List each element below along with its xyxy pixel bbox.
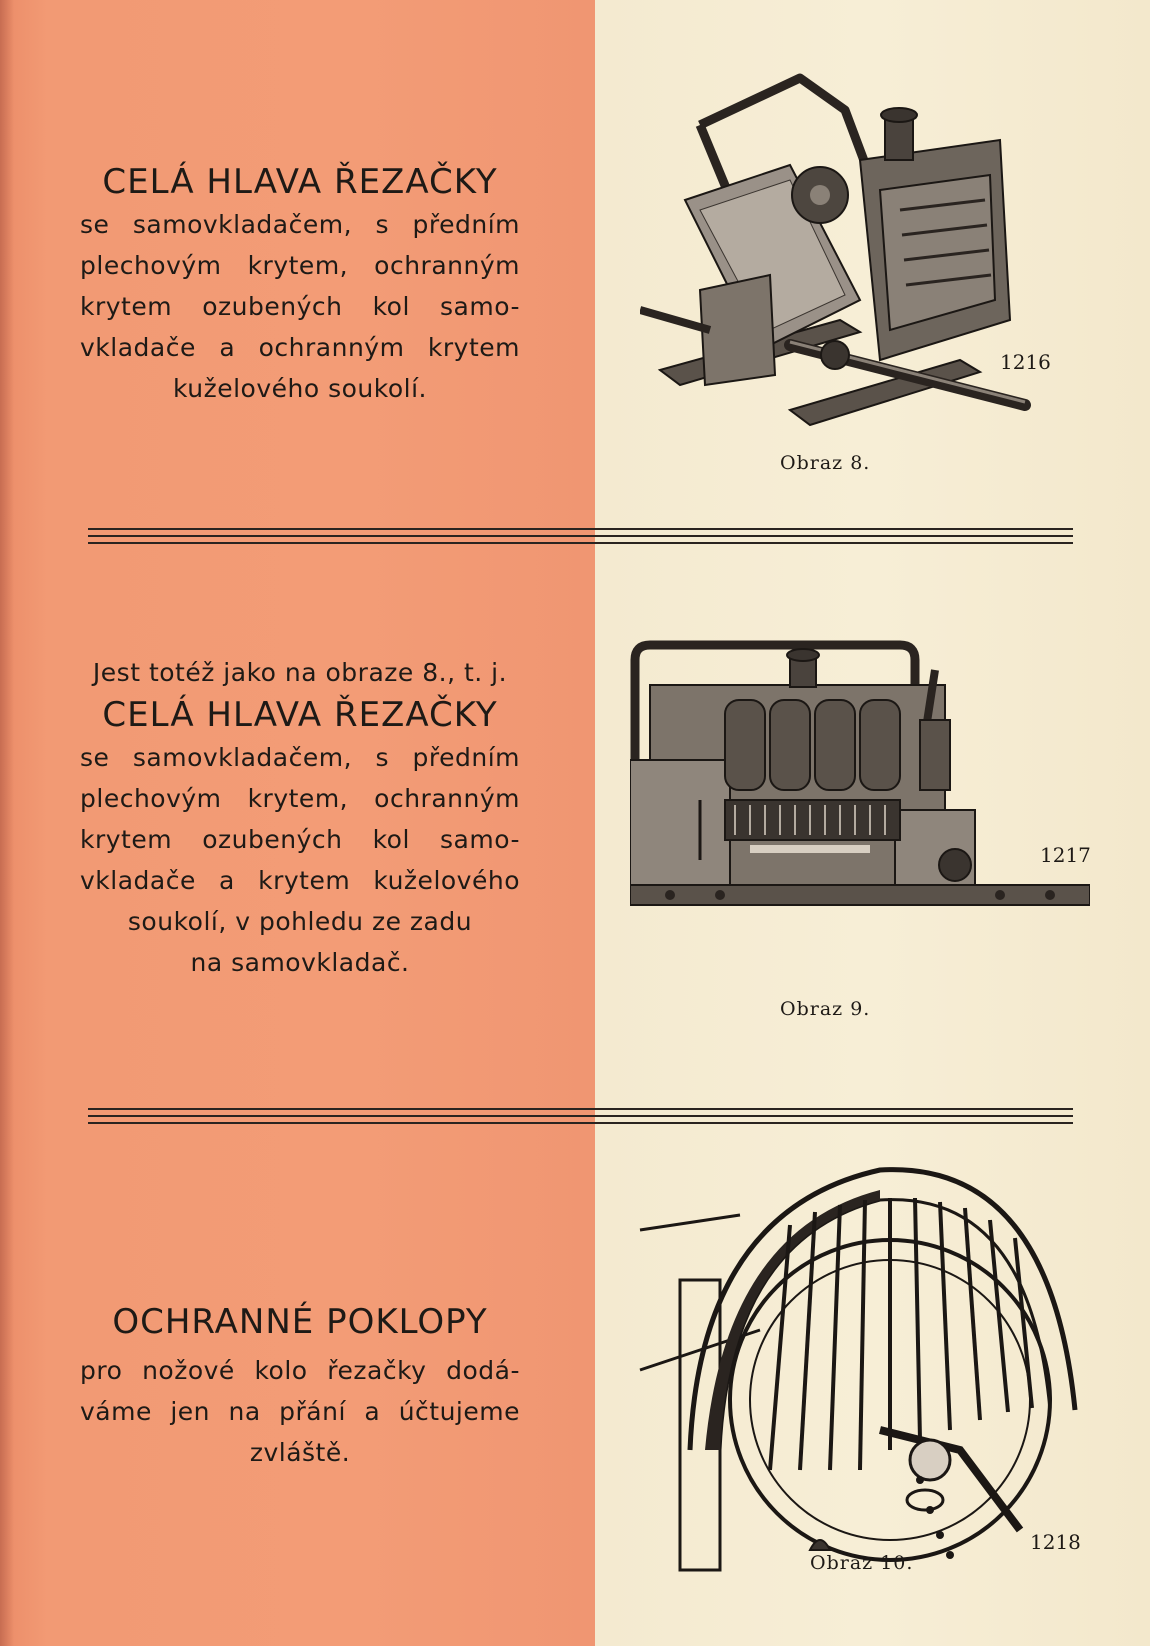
divider-1 [88,528,1073,544]
block1-heading: CELÁ HLAVA ŘEZAČKY [102,162,498,202]
figure-8-number: 1216 [1000,350,1051,374]
block2-line: soukolí, v pohledu ze zadu [127,907,473,936]
figure-9-caption: Obraz 9. [780,998,871,1020]
figure-9-number: 1217 [1040,843,1091,867]
block1-line: vkladače a ochranným krytem [80,333,520,362]
block2-line: na samovkladač. [190,948,410,977]
divider-2 [88,1108,1073,1124]
figure-8-caption: Obraz 8. [780,452,871,474]
text-block-1 [80,160,520,409]
block2-line: vkladače a krytem kuželového [80,866,520,895]
block2-line: plechovým krytem, ochranným [80,784,520,813]
block3-line: pro nožové kolo řezačky dodá- [80,1356,520,1385]
text-block-3 [80,1300,520,1473]
block1-line: kuželového soukolí. [173,374,427,403]
block1-line: krytem ozubených kol samo- [80,292,520,321]
block2-heading: CELÁ HLAVA ŘEZAČKY [102,695,498,735]
figure-10-caption: Obraz 10. [810,1552,914,1574]
figure-8-cutter-head [640,70,1080,440]
block1-line: plechovým krytem, ochranným [80,251,520,280]
figure-9-cutter-head-rear [630,640,1090,950]
figure-10-number: 1218 [1030,1530,1081,1554]
block3-line: váme jen na přání a účtujeme [80,1397,520,1426]
block2-line: krytem ozubených kol samo- [80,825,520,854]
block3-line: zvláště. [249,1438,351,1467]
block1-line: se samovkladačem, s předním [80,210,520,239]
figure-10-protective-cover [630,1150,1100,1580]
page-fold-shadow [0,0,14,1646]
text-block-2 [80,652,520,983]
block2-line: se samovkladačem, s předním [80,743,520,772]
block2-intro: Jest totéž jako na obraze 8., t. j. [92,658,508,687]
block3-heading: OCHRANNÉ POKLOPY [112,1302,488,1342]
